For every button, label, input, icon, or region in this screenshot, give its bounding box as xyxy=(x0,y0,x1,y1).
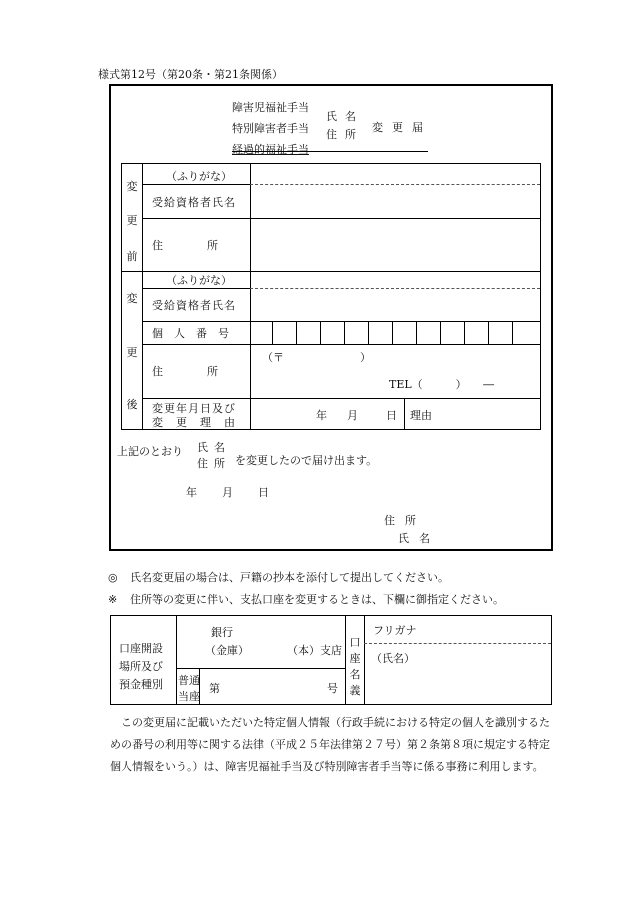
header-underline xyxy=(232,151,428,152)
branch-word: （本）支店 xyxy=(287,644,342,657)
row-divider xyxy=(142,321,540,322)
holder-furigana: フリガナ xyxy=(373,624,417,637)
holder-label-char: 義 xyxy=(349,684,361,697)
bank-word: 銀行 xyxy=(211,626,233,639)
allowance-item: 障害児福祉手当 xyxy=(232,101,309,114)
submit-year: 年 xyxy=(186,486,197,499)
note-item xyxy=(108,569,449,585)
statement-name-address xyxy=(197,440,231,472)
after-side-char: 更 xyxy=(126,346,138,359)
furigana-divider xyxy=(250,184,540,185)
form-title: 変更届 xyxy=(372,121,432,134)
change-month: 月 xyxy=(347,409,358,422)
after-recipient-name-label: 受給資格者氏名 xyxy=(152,299,236,312)
holder-label-char: 名 xyxy=(349,668,361,681)
bank-account-table xyxy=(110,615,552,705)
before-side-char: 前 xyxy=(126,250,138,263)
postal-close: ） xyxy=(360,351,371,364)
note-mark: ◎ xyxy=(108,571,118,584)
note-item xyxy=(108,591,504,607)
row-divider xyxy=(142,344,540,345)
number-box-divider xyxy=(368,321,369,344)
before-address-label: 住 所 xyxy=(152,239,218,252)
account-type-divider xyxy=(176,668,345,669)
row-divider xyxy=(142,184,250,185)
change-day: 日 xyxy=(386,409,397,422)
reason-divider xyxy=(404,398,405,429)
bank-label-line: 預金種別 xyxy=(119,678,163,691)
change-reason-label: 変 更 理 由 xyxy=(152,416,236,429)
submit-day: 日 xyxy=(258,486,269,499)
number-box-divider xyxy=(272,321,273,344)
label-column-divider xyxy=(250,164,251,429)
signature-address-label: 住所 xyxy=(384,514,426,527)
side-column-divider xyxy=(142,164,143,429)
after-side-char: 後 xyxy=(126,398,138,411)
before-side-char: 変 xyxy=(126,180,138,193)
before-side-char: 更 xyxy=(126,214,138,227)
holder-label-char: 口 xyxy=(349,636,361,649)
bank-label-divider xyxy=(176,616,177,704)
furigana-divider xyxy=(250,288,540,289)
number-box-divider xyxy=(320,321,321,344)
after-side-char: 変 xyxy=(126,292,138,305)
number-box-divider xyxy=(296,321,297,344)
number-box-divider xyxy=(488,321,489,344)
row-divider xyxy=(142,398,540,399)
postal-open: （〒 xyxy=(262,351,284,364)
holder-label-char: 座 xyxy=(349,652,361,665)
statement-address: 住所 xyxy=(197,457,231,470)
before-recipient-name-label: 受給資格者氏名 xyxy=(152,196,236,209)
submit-month: 月 xyxy=(222,486,233,499)
number-box-divider xyxy=(416,321,417,344)
signature-name-label: 氏名 xyxy=(398,532,440,545)
holder-name: （氏名） xyxy=(371,652,415,665)
number-box-divider xyxy=(392,321,393,344)
note-mark: ※ xyxy=(108,593,118,606)
bank-label-line: 場所及び xyxy=(119,660,163,673)
reason-label: 理由 xyxy=(410,409,432,422)
number-box-divider xyxy=(344,321,345,344)
statement-name: 氏名 xyxy=(197,441,231,454)
header-address-label: 住所 xyxy=(326,128,364,141)
allowance-item: 特別障害者手当 xyxy=(232,122,309,135)
before-furigana-label: （ふりがな） xyxy=(166,170,232,183)
privacy-paragraph: この変更届に記載いただいた特定個人情報（行政手続における特定の個人を識別するための番号の利用等に関する法律（平成２５年法律第２７号）第２条第８項に規定する特定個人情報をいう。）は、障害児福祉手当及び特別障害者手当等に係る事務に利用します。 xyxy=(110,716,550,773)
change-year: 年 xyxy=(316,409,327,422)
number-box-divider xyxy=(464,321,465,344)
toza-word: 当座 xyxy=(178,690,200,703)
row-divider xyxy=(142,288,250,289)
go-word: 号 xyxy=(327,682,338,695)
futsu-word: 普通 xyxy=(178,674,200,687)
statement-prefix: 上記のとおり xyxy=(117,445,183,458)
after-furigana-label: （ふりがな） xyxy=(166,274,232,287)
bank-label-line: 口座開設 xyxy=(119,642,163,655)
change-date-label: 変更年月日及び xyxy=(152,402,236,415)
change-table xyxy=(121,163,541,430)
kinko-word: （金庫） xyxy=(205,644,249,657)
header-name-label: 氏名 xyxy=(326,110,364,123)
form-reference: 様式第12号（第20条・第21条関係） xyxy=(98,68,283,81)
name-address-stack xyxy=(326,108,364,144)
personal-number-label: 個 人 番 号 xyxy=(152,327,229,340)
row-divider xyxy=(142,218,540,219)
allowance-item: 経過的福祉手当 xyxy=(232,143,309,156)
tel-label: TEL（ ） ― xyxy=(389,378,495,391)
dai-word: 第 xyxy=(209,682,220,695)
note-text: 氏名変更届の場合は、戸籍の抄本を添付して提出してください。 xyxy=(130,571,449,584)
number-box-divider xyxy=(512,321,513,344)
statement-suffix: を変更したので届け出ます。 xyxy=(235,454,378,467)
note-text: 住所等の変更に伴い、支払口座を変更するときは、下欄に御指定ください。 xyxy=(130,593,504,606)
number-box-divider xyxy=(440,321,441,344)
after-address-label: 住 所 xyxy=(152,365,218,378)
holder-furigana-divider xyxy=(364,643,551,644)
